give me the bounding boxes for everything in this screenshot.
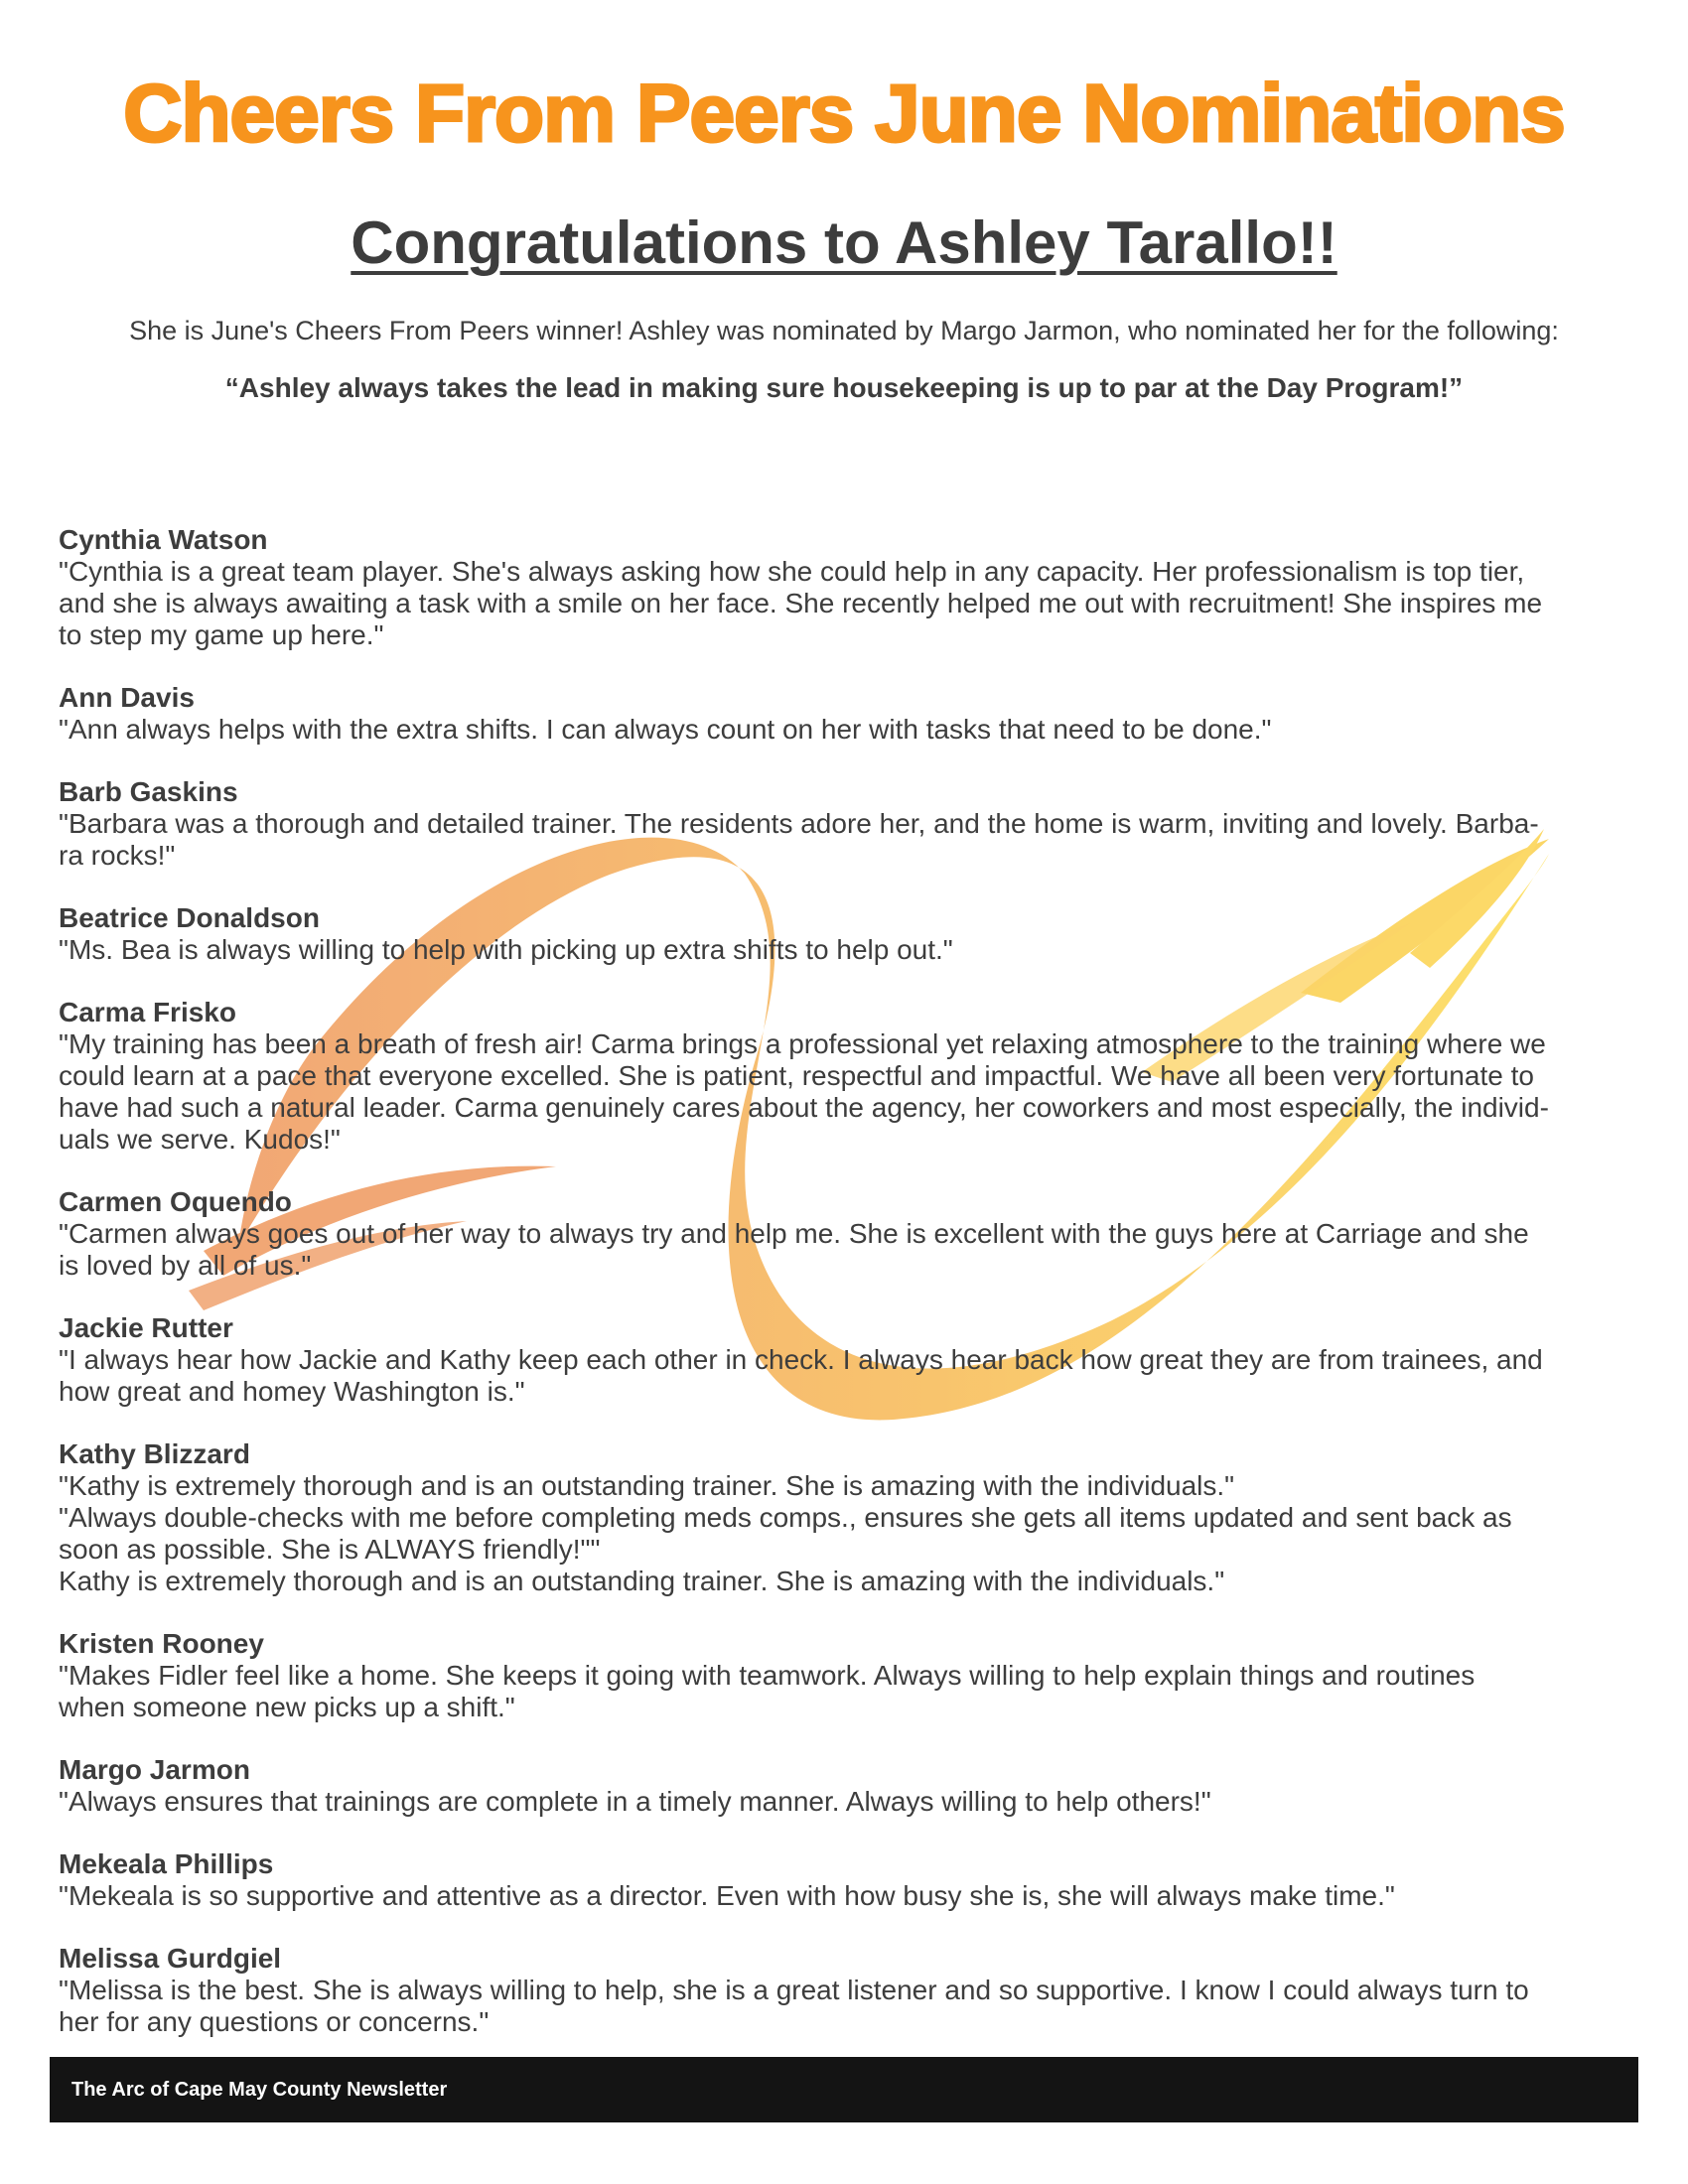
nominee-name: Carmen Oquendo (59, 1186, 292, 1217)
nomination-text: "Ms. Bea is always willing to help with picking up extra shifts to help out." (59, 934, 953, 965)
nominee-name: Beatrice Donaldson (59, 902, 320, 933)
nominee-name: Kathy Blizzard (59, 1438, 250, 1469)
nomination-item (59, 1186, 1647, 1282)
nominee-name: Jackie Rutter (59, 1312, 233, 1343)
nomination-text: "Makes Fidler feel like a home. She keeps it going with teamwork. Always willing to help explain things and routines when someone new picks up a shift." (59, 1660, 1476, 1722)
nomination-text: "Ann always helps with the extra shifts. I can always count on her with tasks that need to be done." (59, 714, 1272, 745)
nominee-name: Melissa Gurdgiel (59, 1943, 282, 1974)
nomination-item (59, 1754, 1647, 1818)
nominee-name: Margo Jarmon (59, 1754, 250, 1785)
nomination-text: "My training has been a breath of fresh air! Carma brings a professional yet relaxing atmosphere to the training where we could learn at a pace that everyone excelled. She is patient, respectful and impactful. We have all been very fortunate to have had such a natural leader. Carma genuinely cares about the agency, her coworkers and most especially, the individ- uals we serve. Kudos!" (59, 1028, 1549, 1155)
page-title: Cheers From Peers June Nominations (123, 68, 1565, 159)
congratulations-heading: Congratulations to Ashley Tarallo!! (351, 209, 1337, 276)
nomination-item (59, 1848, 1647, 1912)
winner-intro-text: She is June's Cheers From Peers winner! Ashley was nominated by Margo Jarmon, who nominated her for the following: (129, 316, 1559, 345)
nominee-name: Ann Davis (59, 682, 195, 713)
nomination-item (59, 902, 1647, 966)
nomination-item (59, 1943, 1647, 2038)
nomination-text: "Carmen always goes out of her way to always try and help me. She is excellent with the guys here at Carriage and she is loved by all of us." (59, 1218, 1529, 1281)
nomination-item (59, 682, 1647, 746)
winner-quote: “Ashley always takes the lead in making sure housekeeping is up to par at the Day Program!” (224, 372, 1464, 403)
nominee-name: Kristen Rooney (59, 1628, 264, 1659)
nominations-list (59, 524, 1647, 2069)
nominee-name: Cynthia Watson (59, 524, 268, 555)
footer-newsletter-name: The Arc of Cape May County Newsletter (71, 2079, 448, 2101)
nomination-text: "Barbara was a thorough and detailed trainer. The residents adore her, and the home is warm, inviting and lovely. Barba- ra rocks!" (59, 808, 1539, 871)
nomination-item (59, 1312, 1647, 1408)
nomination-text: "Kathy is extremely thorough and is an outstanding trainer. She is amazing with the individuals." "Always double-checks with me before completing meds comps., ensures she gets all items updated and sent back as soon as possible. She is ALWAYS friendly!"" Kathy is extremely thorough and is an outstanding trainer. She is amazing with the individuals." (59, 1470, 1512, 1596)
nomination-item (59, 776, 1647, 872)
nomination-item (59, 1628, 1647, 1723)
nomination-text: "I always hear how Jackie and Kathy keep each other in check. I always hear back how great they are from trainees, and how great and homey Washington is." (59, 1344, 1543, 1407)
nomination-text: "Always ensures that trainings are complete in a timely manner. Always willing to help others!" (59, 1786, 1211, 1817)
nomination-text: "Melissa is the best. She is always willing to help, she is a great listener and so supportive. I know I could always turn to her for any questions or concerns." (59, 1975, 1529, 2037)
nominee-name: Mekeala Phillips (59, 1848, 274, 1879)
nomination-text: "Mekeala is so supportive and attentive as a director. Even with how busy she is, she will always make time." (59, 1880, 1395, 1911)
nomination-text: "Cynthia is a great team player. She's always asking how she could help in any capacity. Her professionalism is top tier, and she is always awaiting a task with a smile on her face. She recently helped me out with recruitment! She inspires me to step my game up here." (59, 556, 1543, 650)
nomination-item (59, 997, 1647, 1156)
nominee-name: Barb Gaskins (59, 776, 238, 807)
nomination-item (59, 524, 1647, 651)
nominee-name: Carma Frisko (59, 997, 236, 1027)
nomination-item (59, 1438, 1647, 1597)
